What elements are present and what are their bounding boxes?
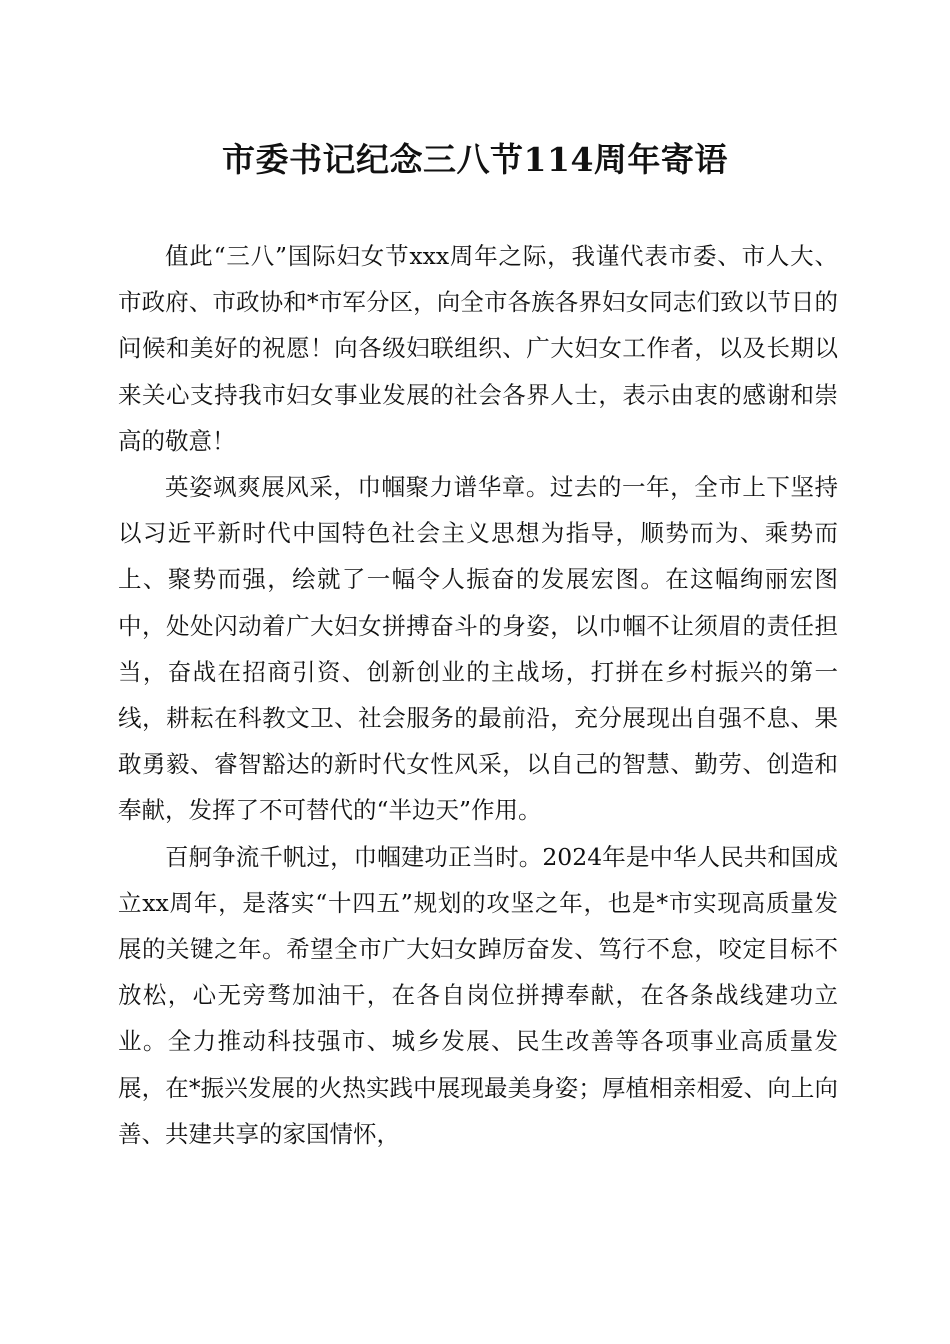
paragraph-greeting: 值此“三八”国际妇女节xxx周年之际，我谨代表市委、市人大、市政府、市政协和*市军分区，向全市各族各界妇女同志们致以节日的问候和美好的祝愿！向各级妇联组织、广大妇女工作者，以及长期以来关心支持我市妇女事业发展的社会各界人士，表示由衷的感谢和崇高的敬意！ (118, 242, 838, 455)
paragraph-review: 英姿飒爽展风采，巾帼聚力谱华章。过去的一年，全市上下坚持以习近平新时代中国特色社会主义思想为指导，顺势而为、乘势而上、聚势而强，绘就了一幅令人振奋的发展宏图。在这幅绚丽宏图中，处处闪动着广大妇女拼搏奋斗的身姿，以巾帼不让须眉的责任担当，奋战在招商引资、创新创业的主战场，打拼在乡村振兴的第一线，耕耘在科教文卫、社会服务的最前沿，充分展现出自强不息、果敢勇毅、睿智豁达的新时代女性风采，以自己的智慧、勤劳、创造和奉献，发挥了不可替代的“半边天”作用。 (118, 473, 838, 825)
paragraph-hopes: 百舸争流千帆过，巾帼建功正当时。2024年是中华人民共和国成立xx周年，是落实“十四五”规划的攻坚之年，也是*市实现高质量发展的关键之年。希望全市广大妇女踔厉奋发、笃行不怠，咬定目标不放松，心无旁骛加油干，在各自岗位拼搏奉献，在各条战线建功立业。全力推动科技强市、城乡发展、民生改善等各项事业高质量发展，在*振兴发展的火热实践中展现最美身姿；厚植相亲相爱、向上向善、共建共享的家国情怀， (118, 842, 838, 1148)
document-title: 市委书记纪念三八节114周年寄语 (222, 140, 728, 179)
document-body (118, 233, 838, 1157)
